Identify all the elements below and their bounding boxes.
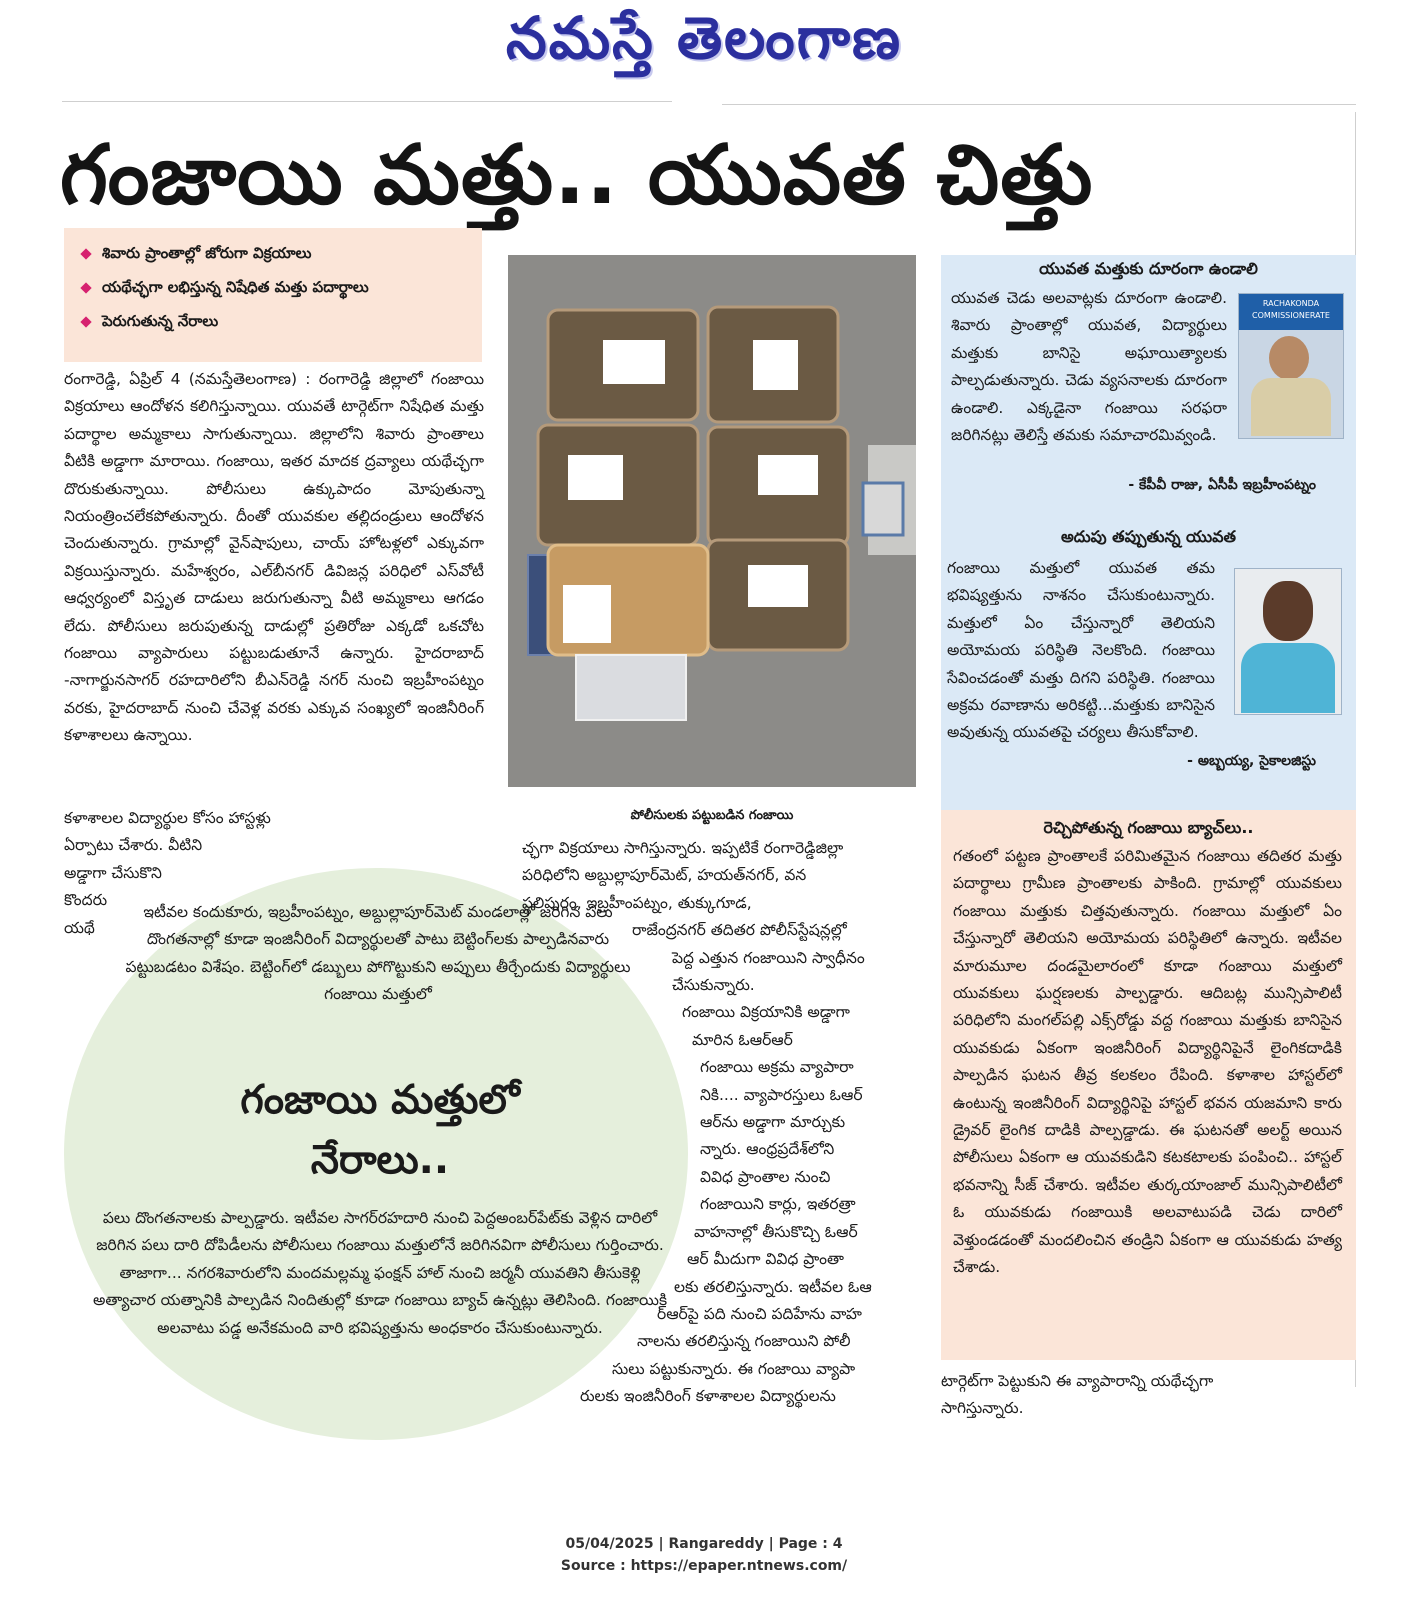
diamond-bullet-icon (80, 282, 91, 293)
quote-text-psychologist: గంజాయి మత్తులో యువత తమ భవిష్యత్తును నాశనం చేసుకుంటున్నారు. మత్తులో ఏం చేస్తున్నారో తెలియని అయోమయ పరిస్థితి నెలకొంది. గంజాయి సేవించడంతో మత్తు దిగని పరిస్థితి. గంజాయి అక్రమ రవాణాను అరికట్టి...మత్తుకు బానిసైన అవుతున్న యువతపై చర్యలు తీసుకోవాలి. (947, 559, 1215, 742)
quote-heading-acp: యువత మత్తుకు దూరంగా ఉండాలి (1039, 259, 1258, 278)
acp-portrait (1238, 293, 1344, 439)
portrait-face (1269, 336, 1309, 380)
article-column-2: చ్ఛగా విక్రయాలు సాగిస్తున్నారు. ఇప్పటికే రంగారెడ్డిజిల్లా పరిధిలోని అబ్దుల్లాపూర్‌మెట్, హయత్‌నగర్, వన స్థలిపురం, ఇబ్రహీంపట్నం, తుక్కుగూడ, రాజేంద్రనగర్ తదితర పోలీస్‌స్టేషన్లల్లో పెద్ద ఎత్తున గంజాయిని స్వాధీనం చేసుకున్నారు. గంజాయి విక్రయానికి అడ్డాగా మారిన ఓఆర్ఆర్ గంజాయి అక్రమ వ్యాపారా నికి.... వ్యాపారస్తులు ఓఆర్ ఆర్‌ను అడ్డాగా మార్చుకు న్నారు. ఆంధ్రప్రదేశ్‌లోని వివిధ ప్రాంతాల నుంచి గంజాయిని కార్లు, ఇతరత్రా వాహనాల్లో తీసుకొచ్చి ఓఆర్ ఆర్ మీదుగా వివిధ ప్రాంతా లకు తరలిస్తున్నారు. ఇటీవల ఓఆ ర్ఆర్‌పై పది నుంచి పదిహేను వాహ నాలను తరలిస్తున్న గంజాయిని పోలీ సులు పట్టుకున్నారు. ఈ గంజాయి వ్యాపా రులకు ఇంజినీరింగ్ కళాశాలల విద్యార్థులను (522, 839, 872, 1406)
footer-source-link[interactable]: Source : https://epaper.ntnews.com/ (560, 1558, 848, 1574)
diamond-bullet-icon (80, 248, 91, 259)
diamond-bullet-icon (80, 316, 91, 327)
sidebar-ganja-batches (941, 810, 1356, 1360)
article-column-3-tail: టార్గెట్‌గా పెట్టుకుని ఈ వ్యాపారాన్ని యథేచ్ఛగా సాగిస్తున్నారు. (941, 1372, 1214, 1418)
callout-text-bottom: పలు దొంగతనాలకు పాల్పడ్డారు. ఇటీవల సాగర్‌రహదారి నుంచి పెద్దఅంబర్‌పేట్‌కు వెళ్లిన దారిలో జరిగిన పలు దారి దోపిడీలను పోలీసులు గంజాయి మత్తులోనే జరిగినవిగా పోలీసులు గుర్తించారు. తాజాగా... నగరశివారులోని మందమల్లమ్మ ఫంక్షన్ హాల్ నుంచి జర్మనీ యువతిని తీసుకెళ్లి అత్యాచార యత్నానికి పాల్పడిన నిందితుల్లో కూడా గంజాయి బ్యాచ్ ఉన్నట్లు తెలిసింది. గంజాయికి అలవాటు పడ్డ అనేకమంది వారి భవిష్యత్తును అంధకారం చేసుకుంటున్నారు. (92, 1209, 668, 1337)
quote-signature-psychologist: - అబ్బయ్య, సైకాలజిస్టు (1187, 753, 1316, 769)
commissionerate-sign: RACHAKONDA COMMISSIONERATE (1239, 294, 1343, 330)
bullet-item: శివారు ప్రాంతాల్లో జోరుగా విక్రయాలు (82, 244, 470, 262)
portrait-shirt (1241, 643, 1335, 713)
masthead-rule-right (722, 104, 1356, 105)
sidebar-text: గతంలో పట్టణ ప్రాంతాలకే పరిమితమైన గంజాయి తదితర మత్తు పదార్థాలు గ్రామీణ ప్రాంతాలకు పాకింది. గ్రామాల్లో యువకులు గంజాయి మత్తుకు చిత్తవుతున్నారు. గంజాయి మత్తులో ఏం చేస్తున్నారో తెలియని అయోమయ పరిస్థితిలో ఉన్నారు. ఇటీవల మారుమూల దండమైలారంలో కూడా గంజాయి మత్తులో యువకులు ఘర్షణలకు పాల్పడ్డారు. ఆదిబట్ల మున్సిపాలిటీ పరిధిలోని మంగల్‌పల్లి ఎక్స్‌రోడ్డు వద్ద గంజాయి మత్తుకు బానిసైన యువకుడు ఏకంగా ఇంజినీరింగ్ విద్యార్థినిపైనే లైంగికదాడికి పాల్పడిన ఘటన తీవ్ర కలకలం రేపింది. కళాశాల హాస్టల్‌లో ఉంటున్న ఇంజినీరింగ్ విద్యార్థినిపై హాస్టల్ భవన యజమాని కారు డ్రైవర్ లైంగిక దాడికి పాల్పడ్డాడు. ఈ ఘటనతో అలర్ట్ అయిన పోలీసులు ఏకంగా ఆ యువకుడిని కటకటాలకు పంపించి.. హాస్టల్ భవనాన్ని సీజ్ చేశారు. ఇటీవల తుర్కయాంజాల్ మున్సిపాలిటీలో ఓ యువకుడు గంజాయికి అలవాటుపడి చెడు దారిలో వెళ్తుండడంతో మందలించిన తండ్రిని ఏకంగా ఆ యువకుడు హత్య చేశాడు. (953, 847, 1342, 1277)
bullet-box (64, 228, 482, 362)
footer-edition-info: 05/04/2025 | Rangareddy | Page : 4 (565, 1536, 843, 1552)
page-footer (0, 1533, 1408, 1577)
photo-caption: పోలీసులకు పట్టుబడిన గంజాయి (630, 808, 794, 823)
psychologist-portrait (1234, 568, 1342, 715)
callout-title: గంజాయి మత్తులో నేరాలు.. (240, 1077, 520, 1183)
quote-heading-psychologist: అదుపు తప్పుతున్న యువత (1060, 527, 1236, 546)
portrait-uniform (1251, 378, 1331, 436)
ganja-packets-illustration (508, 255, 916, 787)
sidebar-heading: రెచ్చిపోతున్న గంజాయి బ్యాచ్‌లు.. (1043, 818, 1254, 837)
seized-ganja-photo (508, 255, 916, 787)
article-column-1: రంగారెడ్డి, ఏప్రిల్ 4 (నమస్తేతెలంగాణ) : రంగారెడ్డి జిల్లాలో గంజాయి విక్రయాలు ఆందోళన కలిగిస్తున్నాయి. యువతే టార్గెట్‌గా నిషేధిత మత్తు పదార్థాల అమ్మకాలు సాగుతున్నాయి. జిల్లాలోని శివారు ప్రాంతాలు వీటికి అడ్డాగా మారాయి. గంజాయి, ఇతర మాదక ద్రవ్యాలు యథేచ్ఛగా దొరుకుతున్నాయి. పోలీసులు ఉక్కుపాదం మోపుతున్నా నియంత్రించలేకపోతున్నారు. దీంతో యువకుల తల్లిదండ్రులు ఆందోళన చెందుతున్నారు. గ్రామాల్లో వైన్‌షాపులు, చాయ్ హోటళ్లలో ఎక్కువగా విక్రయిస్తున్నారు. మహేశ్వరం, ఎల్‌బీనగర్ డివిజన్ల పరిధిలో ఎస్‌వోటీ ఆధ్వర్యంలో విస్తృత దాడులు జరుగుతున్నా వీటి అమ్మకాలు ఆగడం లేదు. పోలీసులు జరుపుతున్న దాడుల్లో ప్రతిరోజు ఎక్కడో ఒకచోట గంజాయి వ్యాపారులు పట్టుబడుతూనే ఉన్నారు. హైదరాబాద్ -నాగార్జునసాగర్ రహదారిలోని బీఎన్‌రెడ్డి నగర్ నుంచి ఇబ్రహీంపట్నం వరకు, హైదరాబాద్ నుంచి చేవెళ్ల వరకు ఎక్కువ సంఖ్యలో ఇంజినీరింగ్ కళాశాలలు ఉన్నాయి. (64, 370, 484, 745)
callout-text-top: ఇటీవల కందుకూరు, ఇబ్రహీంపట్నం, అబ్దుల్లాపూర్‌మెట్ మండలాల్లో జరిగిన పలు దొంగతనాల్లో కూడా ఇంజినీరింగ్ విద్యార్థులతో పాటు బెట్టింగ్‌లకు పాల్పడినవారు పట్టుబడటం విశేషం. బెట్టింగ్‌లో డబ్బులు పోగొట్టుకుని అప్పులు తీర్చేందుకు విద్యార్థులు గంజాయి మత్తులో (125, 903, 631, 1004)
quote-signature-acp: - కేపీవీ రాజు, ఏసీపీ ఇబ్రహీంపట్నం (1128, 477, 1316, 493)
article-column-1-continued: కళాశాలల విద్యార్థుల కోసం హాస్టళ్లు ఏర్పాటు చేశారు. వీటిని అడ్డాగా చేసుకొని కొందరు యథే (64, 809, 271, 937)
quote-box-experts (941, 255, 1356, 812)
quote-text-acp: యువత చెడు అలవాట్లకు దూరంగా ఉండాలి. శివారు ప్రాంతాల్లో యువత, విద్యార్థులు మత్తుకు బానిసై అఘాయిత్యాలకు పాల్పడుతున్నారు. చెడు వ్యసనాలకు దూరంగా ఉండాలి. ఎక్కడైనా గంజాయి సరఫరా జరిగినట్లు తెలిస్తే తమకు సమాచారమివ్వండి. (951, 289, 1227, 445)
masthead-rule-left (62, 101, 672, 102)
headline: గంజాయి మత్తు.. యువత చిత్తు (60, 128, 1094, 223)
masthead-logo[interactable]: నమస్తే తెలంగాణ (506, 4, 902, 72)
portrait-face (1263, 581, 1313, 641)
bullet-item: పెరుగుతున్న నేరాలు (82, 312, 470, 330)
bullet-item: యథేచ్ఛగా లభిస్తున్న నిషేధిత మత్తు పదార్థాలు (82, 278, 470, 296)
